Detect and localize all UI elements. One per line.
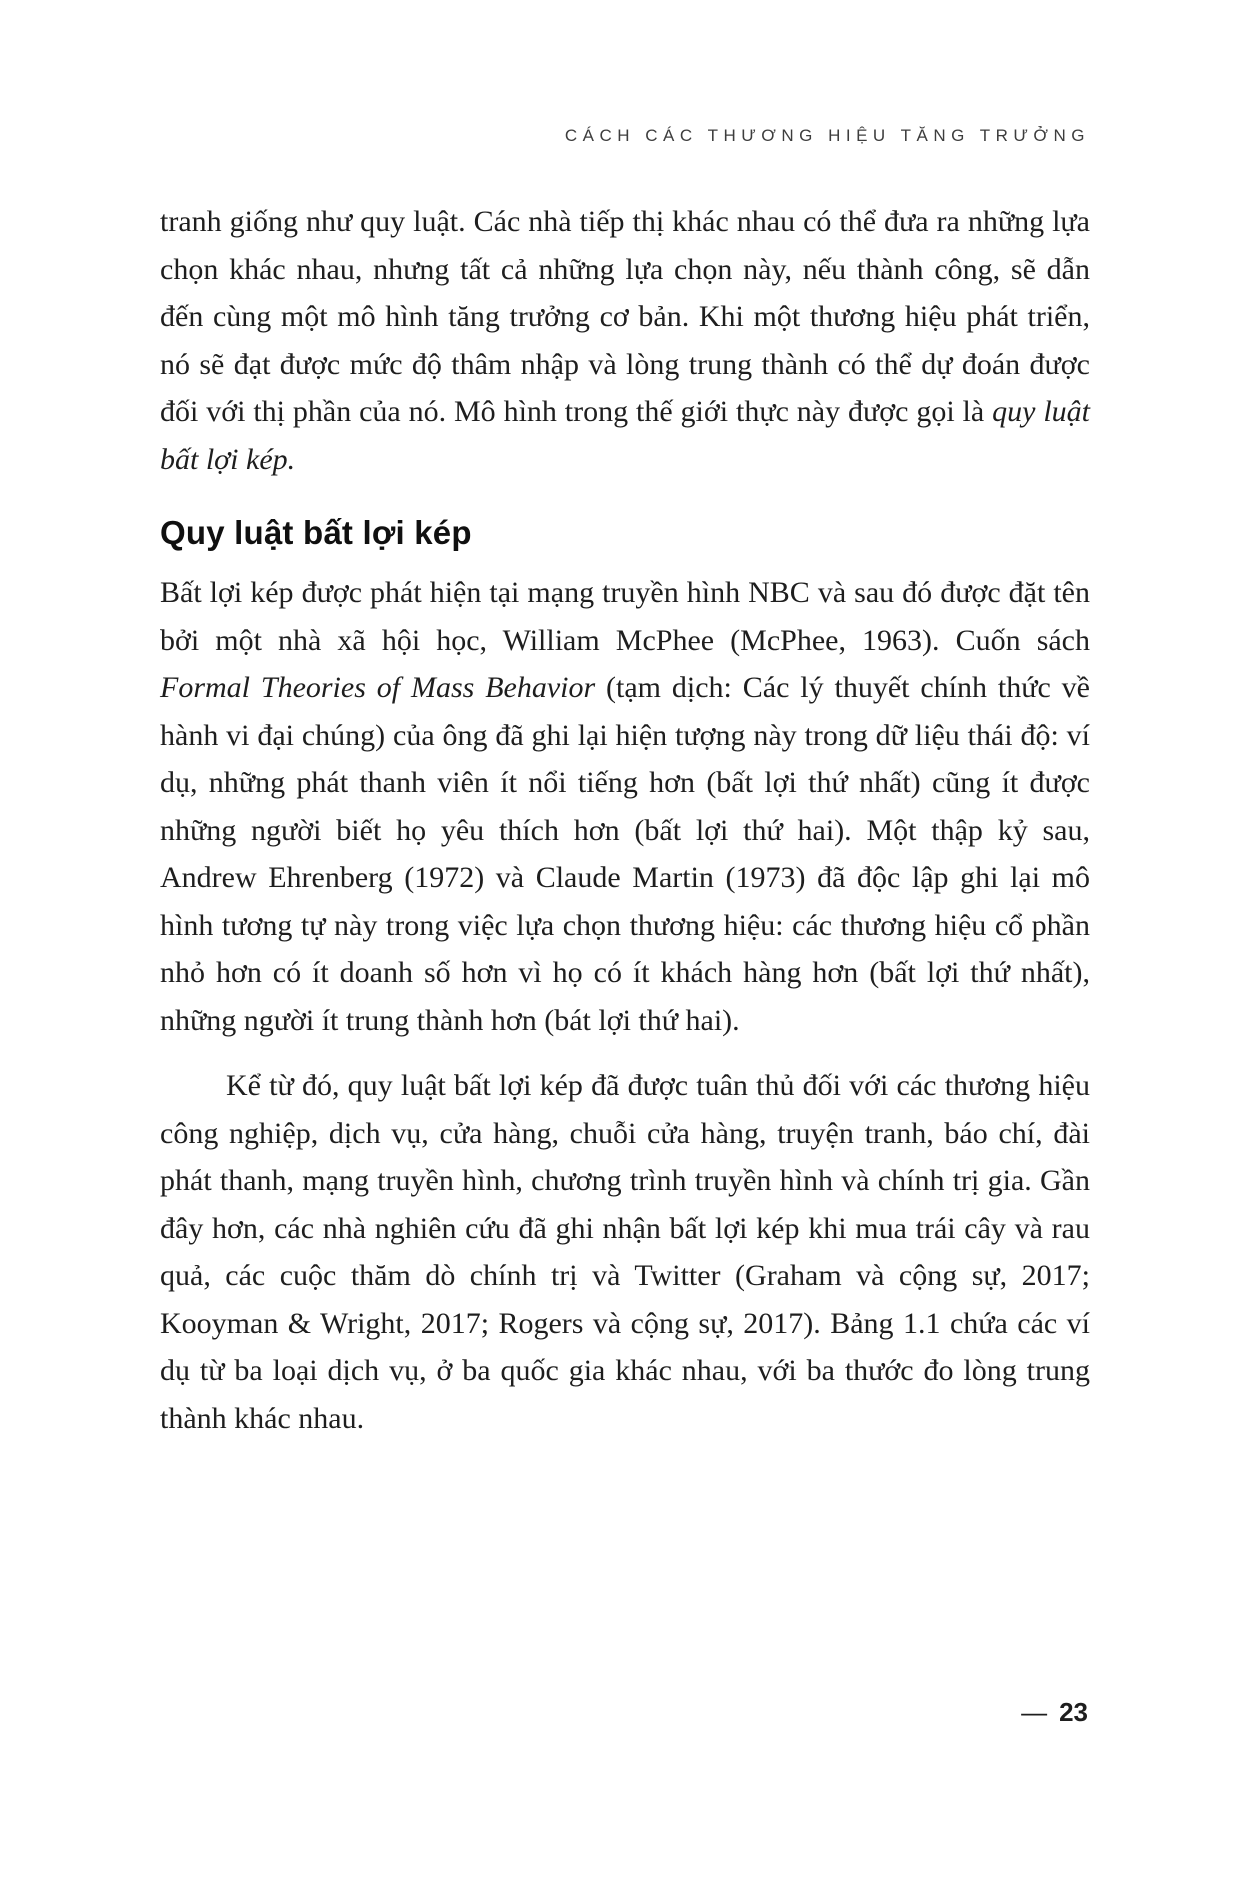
page-number-dash: — [1021,1697,1048,1727]
paragraph-2-book-title-italic: Formal Theories of Mass Behavior [160,671,596,704]
paragraph-1 [160,198,1090,483]
paragraph-1-italic-phrase: quy luật bất lợi kép. [160,395,1090,476]
section-heading: Quy luật bất lợi kép [160,514,472,551]
paragraph-3: Kể từ đó, quy luật bất lợi kép đã được tuân thủ đối với các thương hiệu công nghiệp, dịch vụ, cửa hàng, chuỗi cửa hàng, truyện tranh, báo chí, đài phát thanh, mạng truyền hình, chương trình truyền hình và chính trị gia. Gần đây hơn, các nhà nghiên cứu đã ghi nhận bất lợi kép khi mua trái cây và rau quả, các cuộc thăm dò chính trị và Twitter (Graham và cộng sự, 2017; Kooyman & Wright, 2017; Rogers và cộng sự, 2017). Bảng 1.1 chứa các ví dụ từ ba loại dịch vụ, ở ba quốc gia khác nhau, với ba thước đo lòng trung thành khác nhau. [160,1069,1090,1435]
paragraph-2-text-lead: Bất lợi kép được phát hiện tại mạng truyền hình NBC và sau đó được đặt tên bởi một nhà xã hội học, William McPhee (McPhee, 1963). Cuốn sách [160,576,1090,657]
paragraph-2 [160,569,1090,1044]
paragraph-2-text-rest: (tạm dịch: Các lý thuyết chính thức về hành vi đại chúng) của ông đã ghi lại hiện tượng này trong dữ liệu thái độ: ví dụ, những phát thanh viên ít nổi tiếng hơn (bất lợi thứ nhất) cũng ít được những người biết họ yêu thích hơn (bất lợi thứ hai). Một thập kỷ sau, Andrew Ehrenberg (1972) và Claude Martin (1973) đã độc lập ghi lại mô hình tương tự này trong việc lựa chọn thương hiệu: các thương hiệu cổ phần nhỏ hơn có ít doanh số hơn vì họ có ít khách hàng hơn (bất lợi thứ nhất), những người ít trung thành hơn (bát lợi thứ hai). [160,671,1090,1037]
page-number-value: 23 [1059,1697,1088,1727]
page-number [1021,1697,1088,1728]
paragraph-1-text: tranh giống như quy luật. Các nhà tiếp thị khác nhau có thể đưa ra những lựa chọn khác nhau, nhưng tất cả những lựa chọn này, nếu thành công, sẽ dẫn đến cùng một mô hình tăng trưởng cơ bản. Khi một thương hiệu phát triển, nó sẽ đạt được mức độ thâm nhập và lòng trung thành có thể dự đoán được đối với thị phần của nó. Mô hình trong thế giới thực này được gọi là [160,205,1090,428]
running-header: CÁCH CÁC THƯƠNG HIỆU TĂNG TRƯỞNG [564,126,1090,145]
